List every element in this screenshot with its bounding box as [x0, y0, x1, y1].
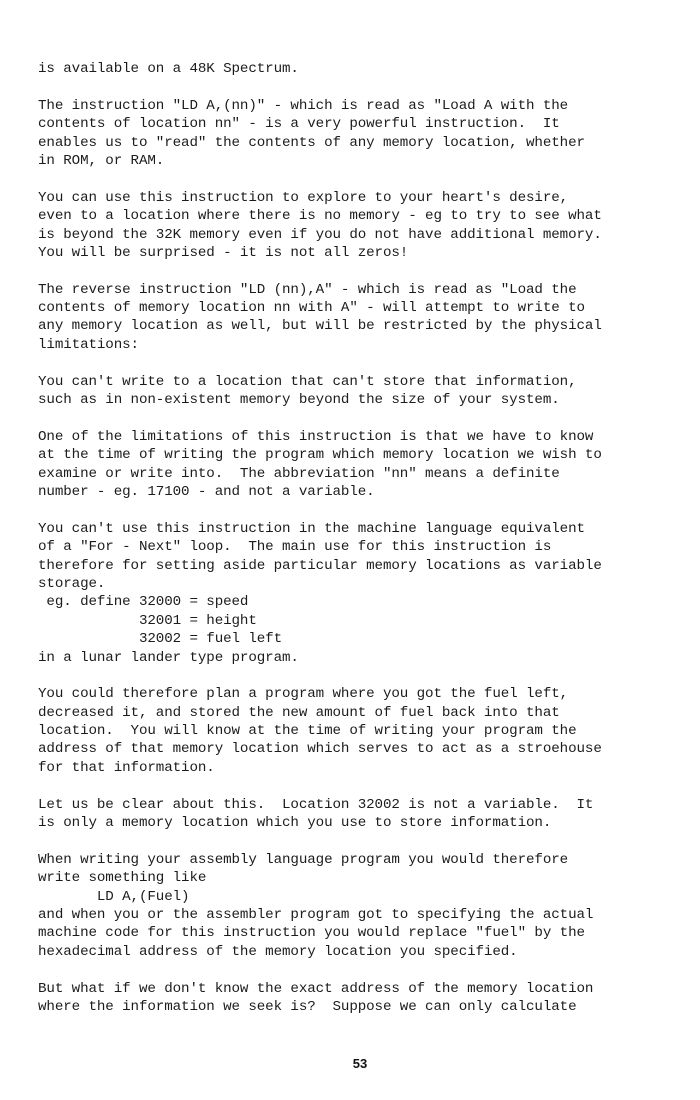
text-line: decreased it, and stored the new amount of fuel back into that	[38, 704, 560, 721]
paragraph	[38, 980, 678, 1017]
text-line: You will be surprised - it is not all zeros!	[38, 244, 409, 261]
text-line: in a lunar lander type program.	[38, 649, 299, 666]
text-line: write something like	[38, 870, 207, 887]
text-line: But what if we don't know the exact address of the memory location	[38, 980, 594, 997]
text-line: The instruction "LD A,(nn)" - which is read as "Load A with the	[38, 97, 569, 114]
text-line: The reverse instruction "LD (nn),A" - which is read as "Load the	[38, 281, 577, 298]
code-line: 32001 = height	[38, 612, 257, 629]
code-line: 32002 = fuel left	[38, 631, 283, 648]
text-line: in ROM, or RAM.	[38, 152, 165, 169]
text-line: contents of memory location nn with A" - will attempt to write to	[38, 300, 585, 317]
paragraph	[38, 189, 678, 263]
paragraph	[38, 97, 678, 171]
text-line: One of the limitations of this instruction is that we have to know	[38, 428, 594, 445]
text-line: and when you or the assembler program got to specifying the actual	[38, 906, 594, 923]
text-line: hexadecimal address of the memory location you specified.	[38, 943, 518, 960]
text-line: is available on a 48K Spectrum.	[38, 61, 299, 77]
text-line: for that information.	[38, 759, 215, 776]
text-line: where the information we seek is? Suppose we can only calculate	[38, 998, 577, 1015]
page-body	[38, 60, 678, 1016]
paragraph	[38, 520, 678, 667]
paragraph	[38, 796, 678, 833]
text-line: is beyond the 32K memory even if you do not have additional memory.	[38, 226, 602, 243]
text-line: You can't use this instruction in the machine language equivalent	[38, 520, 585, 537]
text-line: such as in non-existent memory beyond the size of your system.	[38, 392, 560, 409]
text-line: You can't write to a location that can't store that information,	[38, 373, 577, 390]
text-line: examine or write into. The abbreviation "nn" means a definite	[38, 465, 560, 482]
code-line: eg. define 32000 = speed	[38, 594, 249, 611]
text-line: Let us be clear about this. Location 32002 is not a variable. It	[38, 796, 594, 813]
text-line: location. You will know at the time of writing your program the	[38, 723, 577, 740]
text-line: of a "For - Next" loop. The main use for this instruction is	[38, 539, 552, 556]
paragraph	[38, 851, 678, 961]
text-line: any memory location as well, but will be restricted by the physical	[38, 318, 602, 335]
text-line: therefore for setting aside particular memory locations as variable	[38, 557, 602, 574]
code-line: LD A,(Fuel)	[38, 888, 190, 905]
text-line: When writing your assembly language program you would therefore	[38, 851, 569, 868]
text-line: machine code for this instruction you would replace "fuel" by the	[38, 925, 585, 942]
paragraph	[38, 373, 678, 410]
paragraph	[38, 685, 678, 777]
text-line: number - eg. 17100 - and not a variable.	[38, 483, 375, 500]
paragraph	[38, 281, 678, 355]
text-line: storage.	[38, 575, 106, 592]
page-number: 53	[352, 1056, 368, 1071]
paragraph	[38, 60, 678, 78]
text-line: is only a memory location which you use to store information.	[38, 815, 552, 832]
text-line: limitations:	[38, 336, 139, 353]
paragraph	[38, 428, 678, 502]
text-line: even to a location where there is no memory - eg to try to see what	[38, 208, 602, 225]
text-line: at the time of writing the program which memory location we wish to	[38, 447, 602, 464]
text-line: You can use this instruction to explore to your heart's desire,	[38, 189, 569, 206]
text-line: address of that memory location which serves to act as a stroehouse	[38, 741, 602, 758]
text-line: You could therefore plan a program where you got the fuel left,	[38, 686, 569, 703]
text-line: enables us to "read" the contents of any memory location, whether	[38, 134, 585, 151]
text-line: contents of location nn" - is a very powerful instruction. It	[38, 116, 560, 133]
